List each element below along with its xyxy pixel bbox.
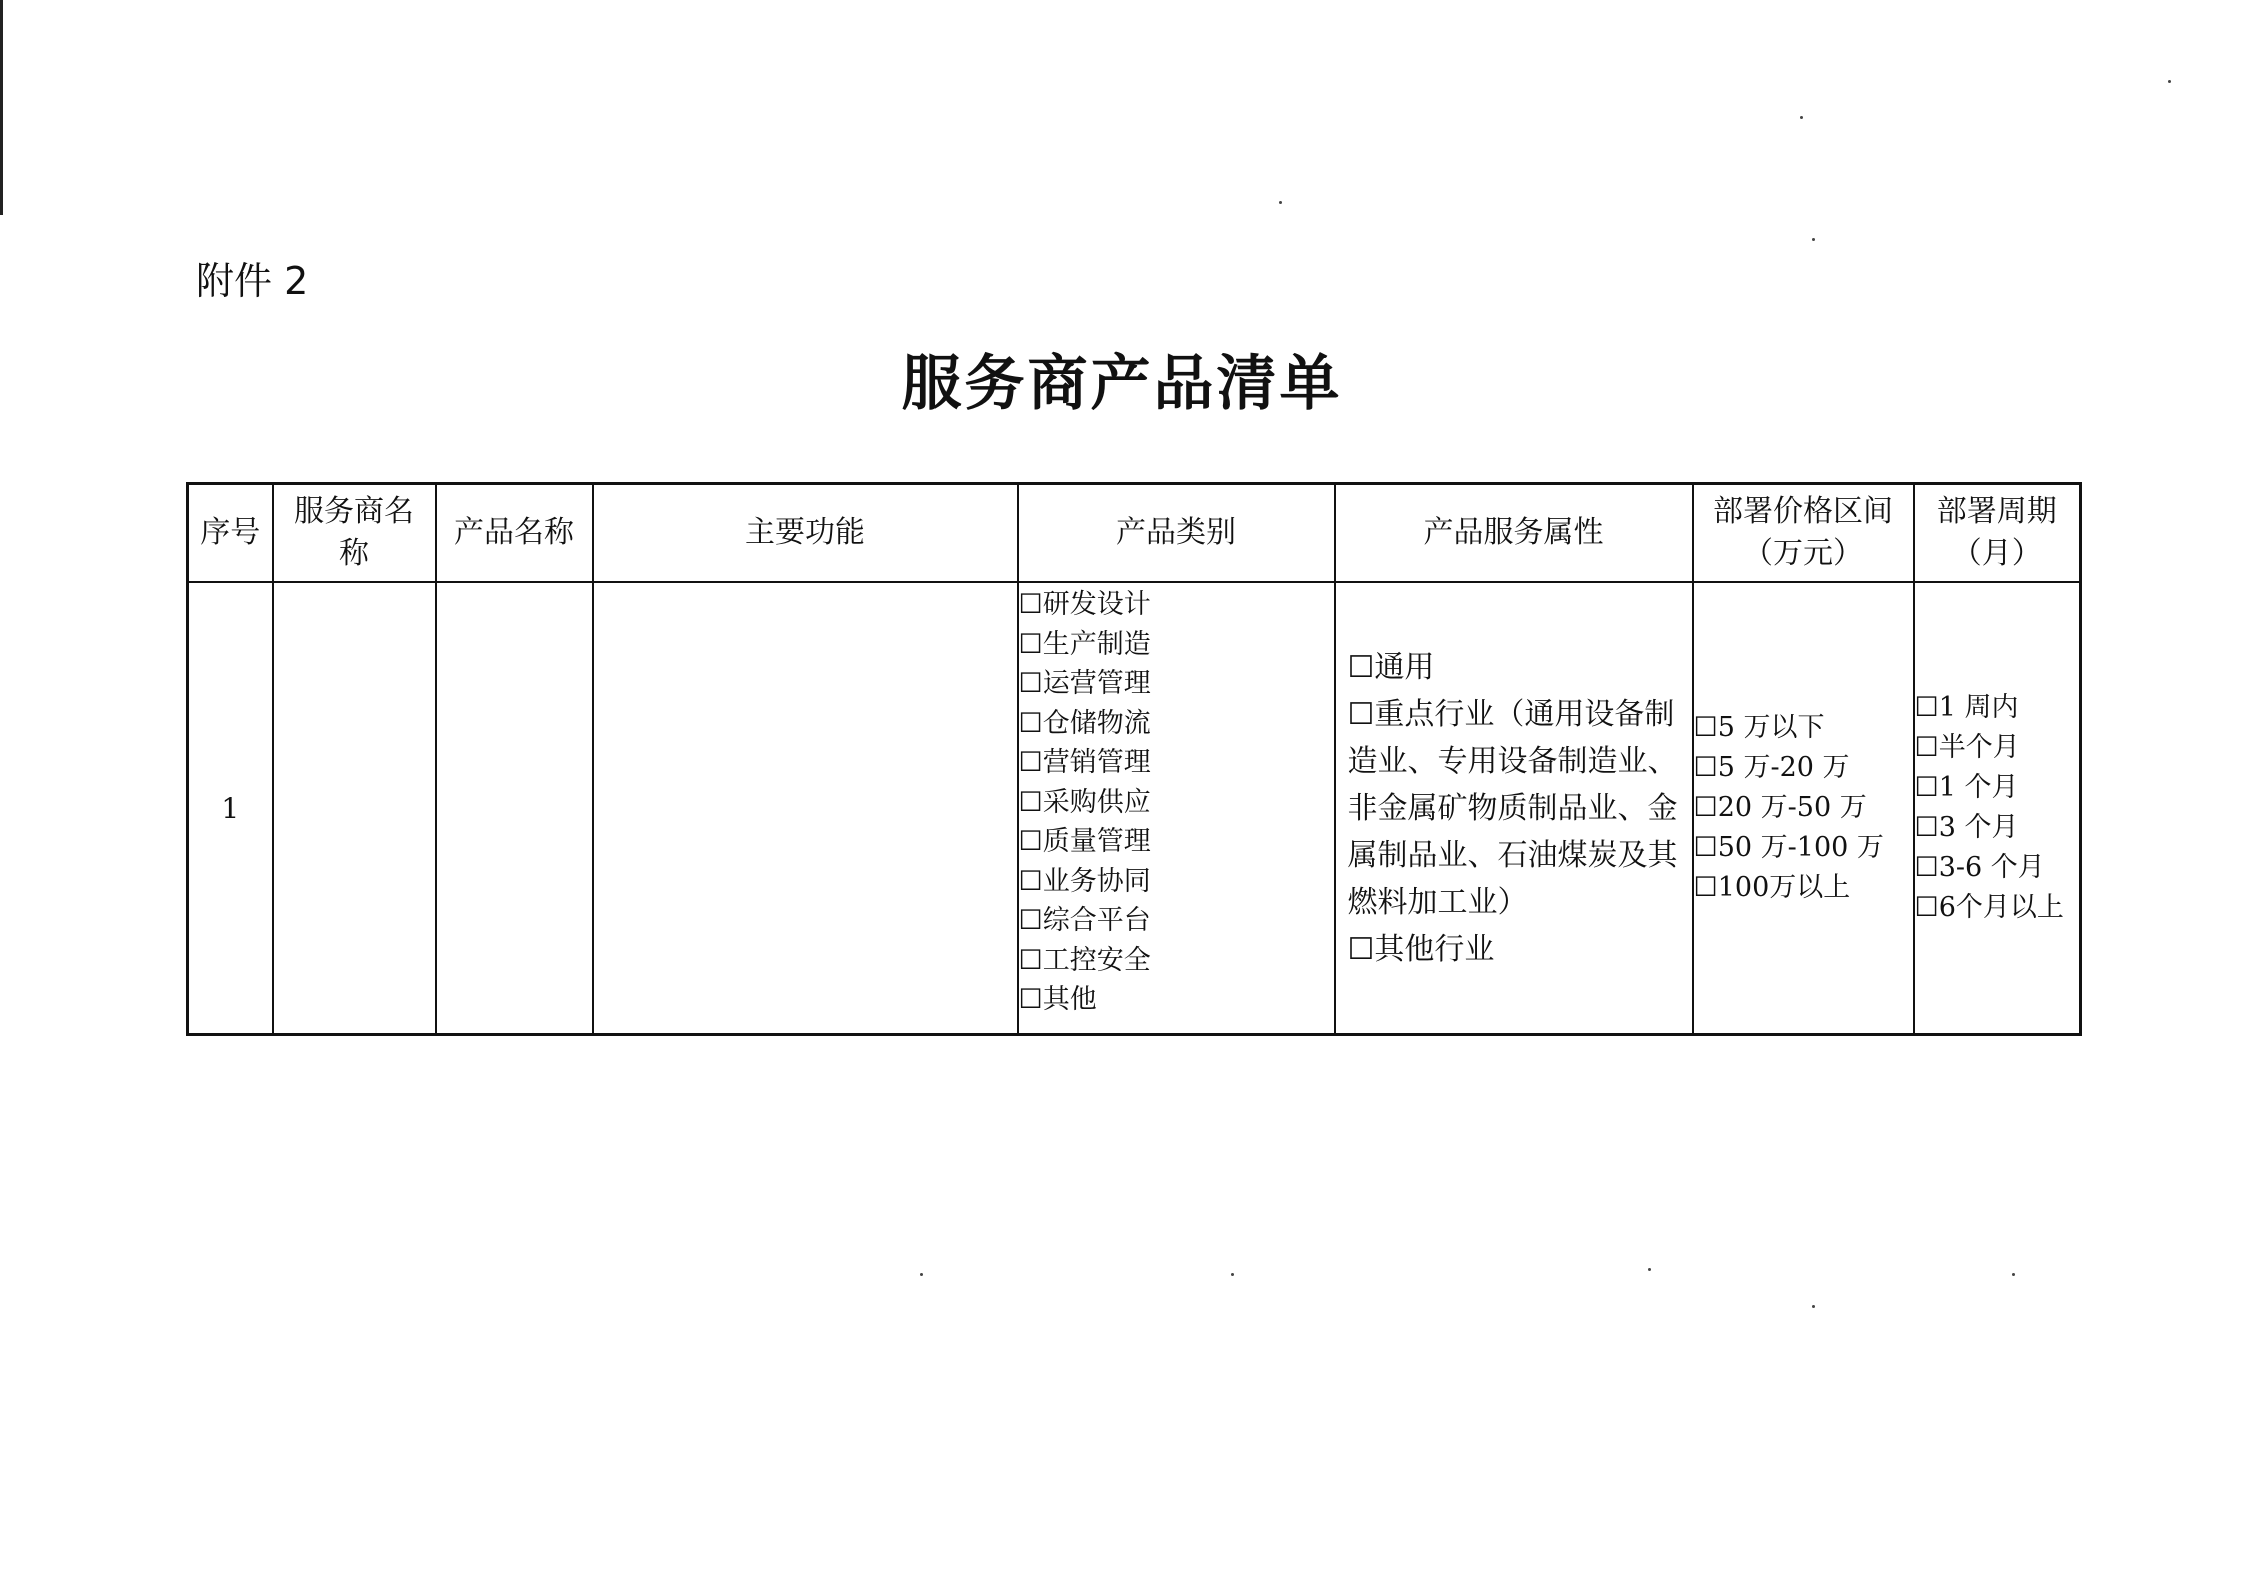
option-label: 采购供应 xyxy=(1042,786,1151,818)
scan-edge-line xyxy=(0,0,3,215)
option-item[interactable] xyxy=(1019,585,1334,625)
option-label: 3-6 个月 xyxy=(1938,852,2045,883)
scan-speck xyxy=(2168,80,2171,83)
checkbox-icon[interactable]: ☐ xyxy=(1914,812,1939,843)
option-item[interactable] xyxy=(1019,664,1334,704)
option-item[interactable] xyxy=(1019,625,1334,665)
option-item[interactable] xyxy=(1019,941,1334,981)
option-item[interactable] xyxy=(1915,848,2080,888)
option-label: 6个月以上 xyxy=(1938,892,2064,923)
checkbox-icon[interactable]: ☐ xyxy=(1018,944,1043,976)
cell-cycle xyxy=(1914,582,2081,1035)
product-list-table xyxy=(186,482,2082,1036)
checkbox-icon[interactable]: ☐ xyxy=(1018,865,1043,897)
checkbox-icon[interactable]: ☐ xyxy=(1914,692,1939,723)
checkbox-icon[interactable]: ☐ xyxy=(1914,852,1939,883)
option-text-line: 造业、专用设备制造业、 xyxy=(1347,743,1678,779)
checkbox-icon[interactable]: ☐ xyxy=(1693,792,1718,823)
option-item[interactable] xyxy=(1694,868,1913,908)
option-item[interactable] xyxy=(1019,980,1334,1020)
option-item[interactable] xyxy=(1019,822,1334,862)
checkbox-icon[interactable]: ☐ xyxy=(1693,752,1718,783)
option-item[interactable] xyxy=(1915,688,2080,728)
option-item[interactable] xyxy=(1348,644,1692,691)
checkbox-icon[interactable]: ☐ xyxy=(1914,732,1939,763)
scan-speck xyxy=(1231,1273,1234,1276)
option-item[interactable] xyxy=(1915,768,2080,808)
scan-speck xyxy=(2012,1273,2015,1276)
checkbox-icon[interactable]: ☐ xyxy=(1018,668,1043,699)
option-label: 生产制造 xyxy=(1042,628,1151,660)
cell-function[interactable] xyxy=(593,582,1018,1035)
option-item[interactable] xyxy=(1348,691,1692,738)
option-item[interactable] xyxy=(1694,828,1913,868)
price-option-list xyxy=(1694,708,1913,908)
option-label: 业务协同 xyxy=(1042,865,1151,897)
header-cycle xyxy=(1914,484,2081,583)
cell-seq: 1 xyxy=(188,582,273,1035)
option-text-line: 属制品业、石油煤炭及其 xyxy=(1347,837,1678,873)
option-item[interactable] xyxy=(1694,788,1913,828)
table-header-row xyxy=(188,484,2081,583)
cell-category xyxy=(1018,582,1335,1035)
option-label: 通用 xyxy=(1374,649,1435,685)
option-label: 半个月 xyxy=(1938,732,2020,763)
category-option-list xyxy=(1019,585,1334,1020)
option-label: 营销管理 xyxy=(1042,747,1151,778)
scan-speck xyxy=(920,1273,923,1276)
scan-speck xyxy=(1648,1268,1651,1271)
option-item[interactable] xyxy=(1694,708,1913,748)
option-label: 3 个月 xyxy=(1938,812,2019,843)
attribute-option-list xyxy=(1336,644,1692,973)
checkbox-icon[interactable]: ☐ xyxy=(1018,786,1043,818)
option-label: 1 周内 xyxy=(1938,692,2019,723)
cell-provider[interactable] xyxy=(273,582,436,1035)
header-product: 产品名称 xyxy=(436,484,593,583)
header-provider-label: 服务商名称 xyxy=(294,494,414,571)
header-price xyxy=(1693,484,1914,583)
checkbox-icon[interactable]: ☐ xyxy=(1018,628,1043,660)
option-label: 5 万-20 万 xyxy=(1717,752,1850,783)
option-label: 1 个月 xyxy=(1938,772,2019,803)
checkbox-icon[interactable]: ☐ xyxy=(1018,707,1043,739)
header-cycle-line2: （月） xyxy=(1951,536,2042,571)
option-item[interactable] xyxy=(1019,862,1334,902)
option-label: 重点行业（通用设备制 xyxy=(1374,696,1675,732)
header-price-line2: （万元） xyxy=(1743,536,1863,571)
option-label: 20 万-50 万 xyxy=(1717,792,1867,823)
option-item[interactable] xyxy=(1019,901,1334,941)
cell-price xyxy=(1693,582,1914,1035)
header-function: 主要功能 xyxy=(593,484,1018,583)
checkbox-icon[interactable]: ☐ xyxy=(1347,649,1375,685)
option-item[interactable] xyxy=(1019,743,1334,783)
option-item[interactable] xyxy=(1915,888,2080,928)
option-label: 其他 xyxy=(1042,984,1097,1015)
checkbox-icon[interactable]: ☐ xyxy=(1347,931,1375,967)
option-item[interactable] xyxy=(1348,926,1692,973)
scan-speck xyxy=(1812,238,1815,241)
cell-product[interactable] xyxy=(436,582,593,1035)
header-attribute: 产品服务属性 xyxy=(1335,484,1693,583)
checkbox-icon[interactable]: ☐ xyxy=(1018,747,1043,778)
option-label: 综合平台 xyxy=(1042,905,1151,936)
option-item[interactable] xyxy=(1019,783,1334,823)
option-text-line: 燃料加工业） xyxy=(1347,884,1528,920)
checkbox-icon[interactable]: ☐ xyxy=(1693,832,1718,863)
checkbox-icon[interactable]: ☐ xyxy=(1018,826,1043,857)
checkbox-icon[interactable]: ☐ xyxy=(1347,696,1375,732)
checkbox-icon[interactable]: ☐ xyxy=(1018,589,1043,620)
option-label: 其他行业 xyxy=(1374,931,1495,967)
option-item[interactable] xyxy=(1694,748,1913,788)
checkbox-icon[interactable]: ☐ xyxy=(1018,905,1043,936)
option-label: 工控安全 xyxy=(1042,944,1151,976)
option-label: 5 万以下 xyxy=(1717,712,1825,743)
cell-attribute xyxy=(1335,582,1693,1035)
scan-speck xyxy=(1812,1305,1815,1308)
option-label: 运营管理 xyxy=(1042,668,1151,699)
checkbox-icon[interactable]: ☐ xyxy=(1914,892,1939,923)
scan-speck xyxy=(1279,201,1282,204)
page-title: 服务商产品清单 xyxy=(901,349,1343,419)
checkbox-icon[interactable]: ☐ xyxy=(1018,984,1043,1015)
cycle-option-list xyxy=(1915,688,2080,928)
option-label: 质量管理 xyxy=(1042,826,1151,857)
option-label: 100万以上 xyxy=(1717,872,1851,903)
attachment-label: 附件 2 xyxy=(196,259,309,303)
option-item[interactable] xyxy=(1915,728,2080,768)
header-seq: 序号 xyxy=(188,484,273,583)
option-item[interactable] xyxy=(1915,808,2080,848)
checkbox-icon[interactable]: ☐ xyxy=(1693,712,1718,743)
header-provider xyxy=(273,484,436,583)
option-label: 50 万-100 万 xyxy=(1717,832,1884,863)
option-label: 仓储物流 xyxy=(1042,707,1151,739)
option-label: 研发设计 xyxy=(1042,589,1151,620)
scan-speck xyxy=(1800,116,1803,119)
header-price-line1: 部署价格区间 xyxy=(1713,494,1893,529)
option-item[interactable] xyxy=(1019,704,1334,744)
table-row xyxy=(188,582,2081,1035)
header-cycle-line1: 部署周期 xyxy=(1936,494,2057,529)
checkbox-icon[interactable]: ☐ xyxy=(1914,772,1939,803)
option-text-line: 非金属矿物质制品业、金 xyxy=(1347,790,1678,826)
header-category: 产品类别 xyxy=(1018,484,1335,583)
checkbox-icon[interactable]: ☐ xyxy=(1693,872,1718,903)
